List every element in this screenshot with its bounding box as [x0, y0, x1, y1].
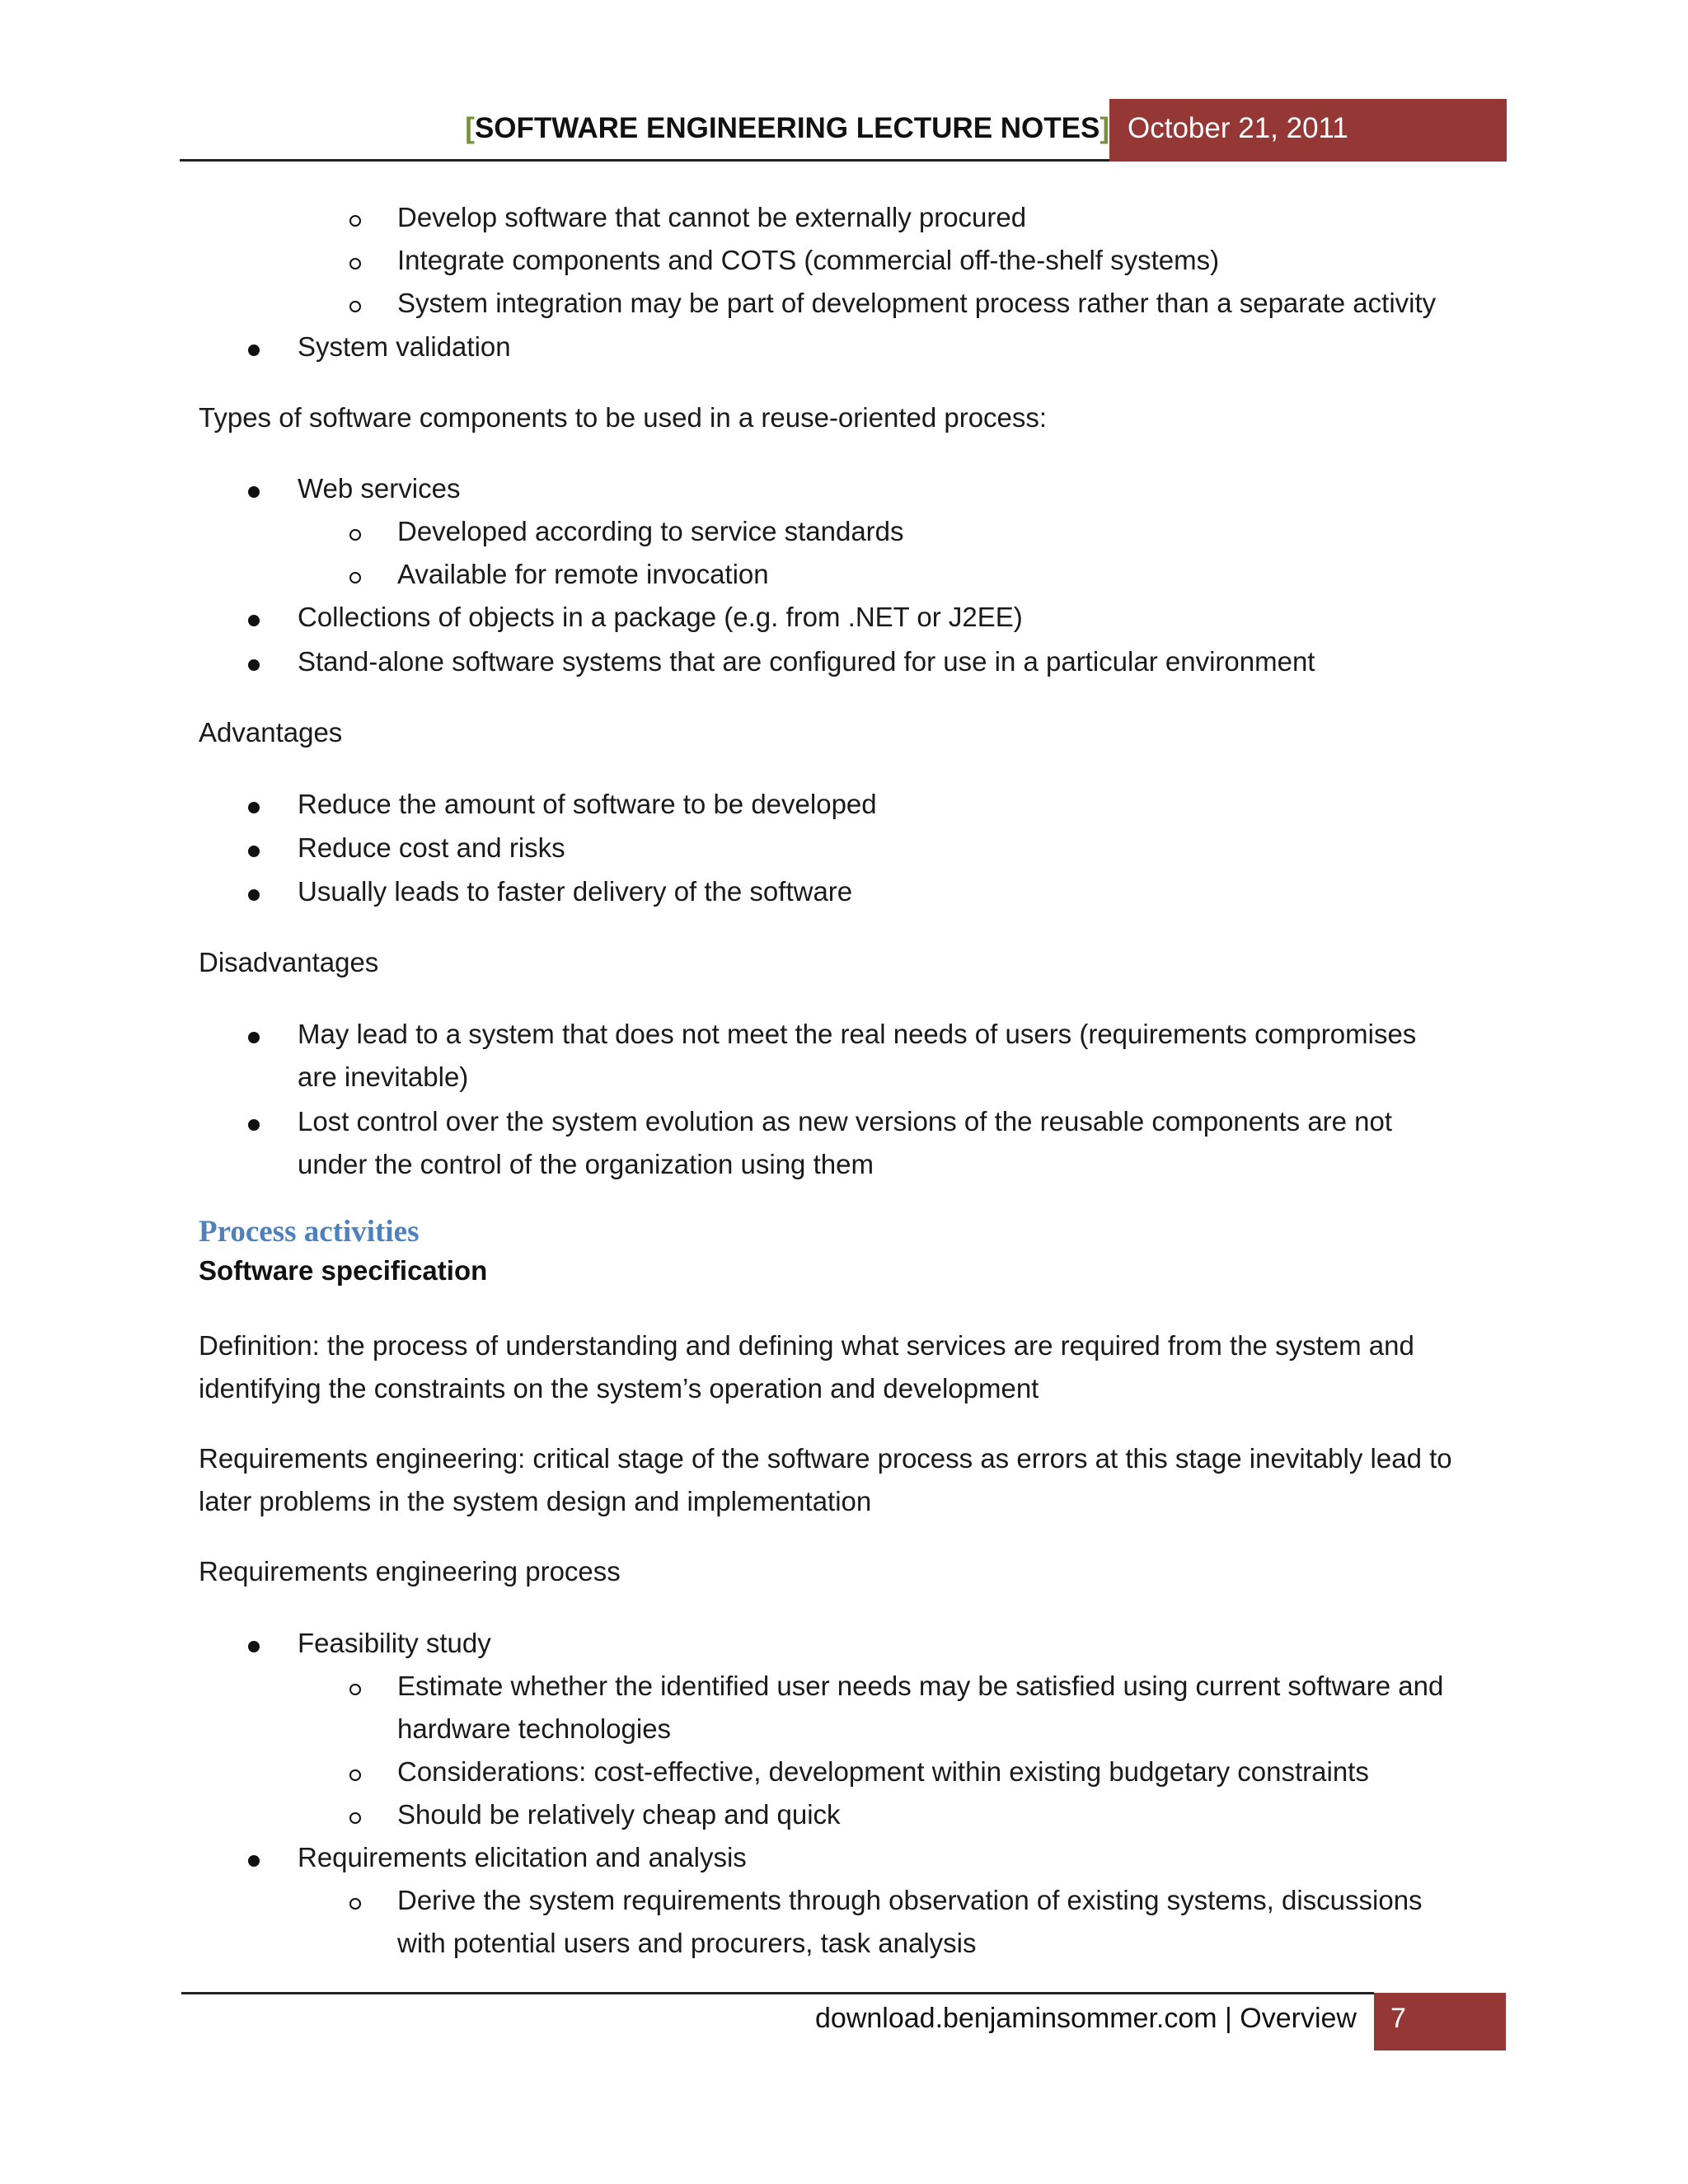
header-bracket-open: [	[465, 112, 475, 144]
footer-text: download.benjaminsommer.com | Overview	[815, 2003, 1357, 2034]
list-item: Should be relatively cheap and quick	[397, 1799, 841, 1830]
circle-bullet-icon	[349, 239, 361, 282]
bullet-icon	[248, 827, 260, 869]
circle-bullet-icon	[349, 196, 361, 239]
list-item: System integration may be part of development process rather than a separate activity	[397, 288, 1437, 318]
list-item: May lead to a system that does not meet the real needs of users (requirements compromises	[298, 1019, 1417, 1049]
bullet-icon	[248, 783, 260, 826]
bullet-icon	[248, 640, 260, 683]
header-rule	[180, 159, 1109, 162]
circle-bullet-icon	[349, 1793, 361, 1836]
list-item: Considerations: cost-effective, development within existing budgetary constraints	[397, 1756, 1369, 1787]
page-number: 7	[1374, 1993, 1506, 2050]
section-heading: Process activities	[199, 1215, 420, 1249]
section-label-disadvantages: Disadvantages	[199, 947, 379, 977]
circle-bullet-icon	[349, 510, 361, 553]
paragraph: identifying the constraints on the system’s operation and development	[199, 1373, 1039, 1404]
list-item: Derive the system requirements through observation of existing systems, discussions	[397, 1885, 1423, 1915]
header-bracket-close: ]	[1100, 112, 1109, 144]
list-item: Reduce cost and risks	[298, 832, 565, 863]
bullet-icon	[248, 467, 260, 510]
list-item: Developed according to service standards	[397, 516, 904, 546]
list-item-continuation: under the control of the organization using them	[298, 1149, 874, 1179]
list-item: Usually leads to faster delivery of the software	[298, 876, 853, 907]
list-item-continuation: with potential users and procurers, task analysis	[397, 1928, 977, 1958]
list-item: Stand-alone software systems that are configured for use in a particular environment	[298, 646, 1315, 677]
list-item: Reduce the amount of software to be developed	[298, 789, 877, 819]
bullet-icon	[248, 1100, 260, 1143]
paragraph: Requirements engineering: critical stage of the software process as errors at this stage inevitably lead to	[199, 1443, 1452, 1474]
section-label-advantages: Advantages	[199, 717, 343, 748]
circle-bullet-icon	[349, 282, 361, 325]
list-item-continuation: hardware technologies	[397, 1713, 672, 1744]
circle-bullet-icon	[349, 553, 361, 596]
list-item: Web services	[298, 473, 461, 504]
bullet-icon	[248, 1622, 260, 1665]
bullet-icon	[248, 326, 260, 368]
paragraph: later problems in the system design and implementation	[199, 1486, 872, 1516]
list-item: Develop software that cannot be externally procured	[397, 202, 1027, 232]
list-item: Lost control over the system evolution as new versions of the reusable components are not	[298, 1106, 1393, 1137]
list-item: Collections of objects in a package (e.g. from .NET or J2EE)	[298, 602, 1023, 632]
list-item: Estimate whether the identified user needs may be satisfied using current software and	[397, 1671, 1444, 1701]
list-item-continuation: are inevitable)	[298, 1062, 469, 1092]
paragraph: Requirements engineering process	[199, 1556, 621, 1586]
circle-bullet-icon	[349, 1750, 361, 1793]
page-header	[180, 99, 1507, 160]
list-item: Available for remote invocation	[397, 559, 769, 589]
circle-bullet-icon	[349, 1879, 361, 1922]
list-item: System validation	[298, 331, 511, 362]
bullet-icon	[248, 870, 260, 913]
bullet-icon	[248, 1836, 260, 1879]
bullet-icon	[248, 1013, 260, 1056]
paragraph: Types of software components to be used in a reuse-oriented process:	[199, 402, 1048, 433]
header-title	[465, 112, 1109, 145]
subsection-heading: Software specification	[199, 1255, 488, 1286]
header-date: October 21, 2011	[1109, 99, 1507, 162]
footer-rule	[181, 1992, 1374, 1994]
header-title-text: SOFTWARE ENGINEERING LECTURE NOTES	[474, 112, 1100, 144]
list-item: Feasibility study	[298, 1628, 491, 1658]
list-item: Integrate components and COTS (commercial off-the-shelf systems)	[397, 245, 1220, 275]
bullet-icon	[248, 596, 260, 639]
list-item: Requirements elicitation and analysis	[298, 1842, 747, 1872]
paragraph: Definition: the process of understanding and defining what services are required from the system and	[199, 1330, 1414, 1361]
circle-bullet-icon	[349, 1665, 361, 1708]
